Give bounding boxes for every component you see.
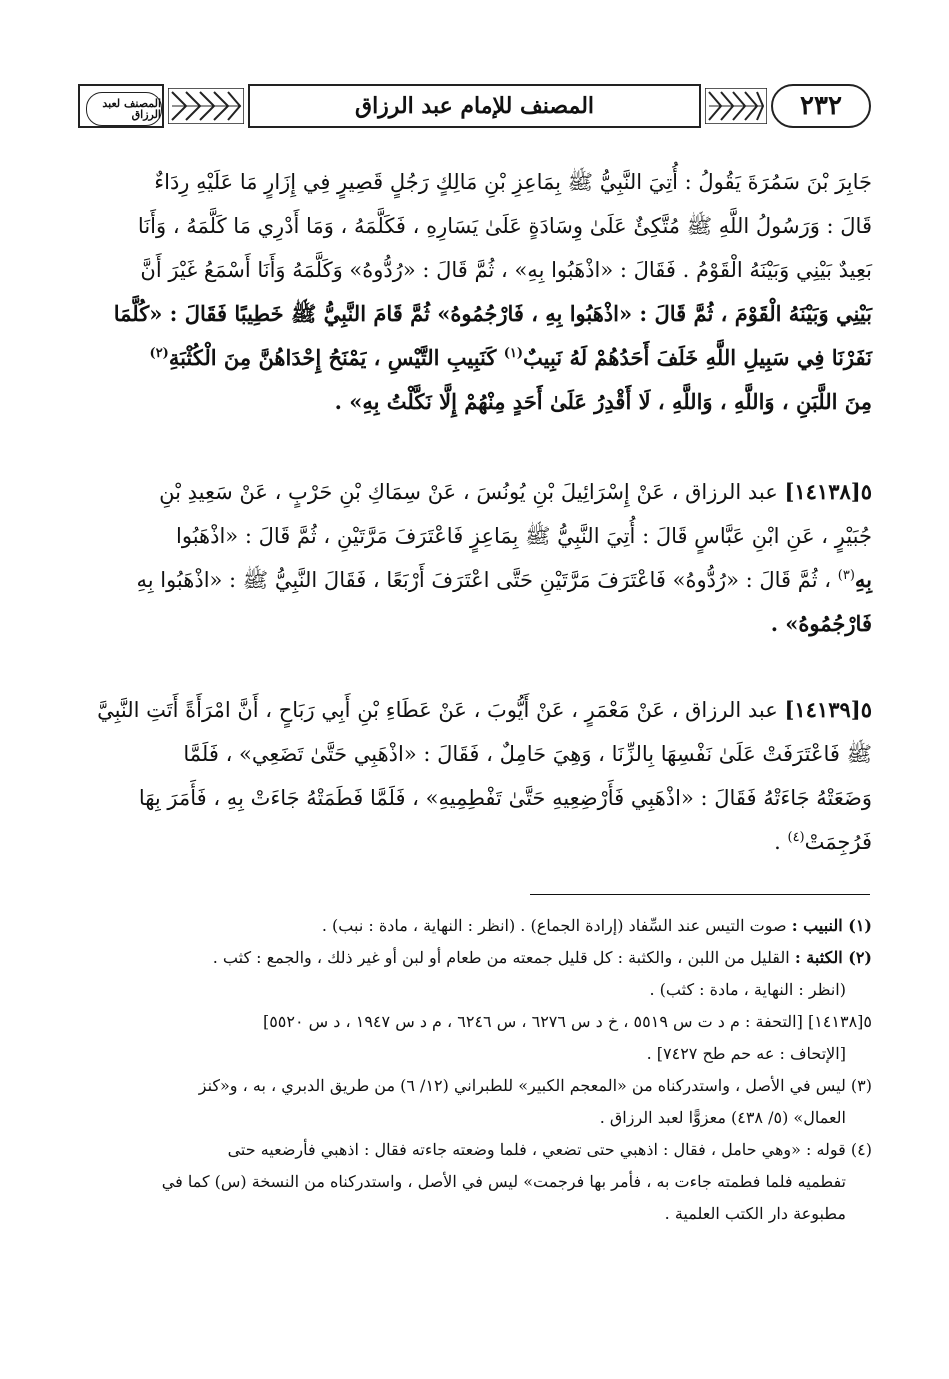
footnote-text: القليل من اللبن ، والكثبة : كل قليل جمعته من طعام أو لبن أو غير ذلك ، والجمع : كثب . bbox=[212, 948, 790, 967]
footnote-text: مطبوعة دار الكتب العلمية . bbox=[664, 1204, 846, 1223]
footnote-marker: (٢) bbox=[149, 346, 169, 361]
text-line: ﷺ فَاعْتَرَفَتْ عَلَىٰ نَفْسِهَا بِالزِّنَا ، وَهِيَ حَامِلٌ ، فَقَالَ : «اذْهَبِي حَتَّىٰ تَضَعِي» ، فَلَمَّا bbox=[183, 742, 872, 766]
footnote-marker: (١) bbox=[503, 346, 523, 361]
hadith-number: ٥[١٤١٣٩] bbox=[784, 697, 872, 722]
text-line: مِنَ اللَّبَنِ ، وَاللَّهِ ، وَاللَّهِ ، لَا أَقْدِرُ عَلَىٰ أَحَدٍ مِنْهُمْ إِلَّا نَكَّلْتُ بِهِ» . bbox=[334, 389, 872, 414]
hadith-number: ٥[١٤١٣٨] bbox=[784, 479, 872, 504]
footnote-2 bbox=[80, 942, 872, 974]
footnote-separator bbox=[530, 894, 870, 895]
footnote-4: (٣) ليس في الأصل ، واستدركناه من «المعجم الكبير» للطبراني (١٢/ ٦) من طريق الدبري ، به ، و«كنز bbox=[198, 1076, 872, 1095]
text-line: فَارْجُمُوهُ» . bbox=[770, 611, 872, 636]
text-line: فَرُجِمَتْ$^{(٤)}$ . bbox=[774, 830, 872, 854]
footnote-marker: (٣) bbox=[837, 568, 855, 583]
hadith-14139 bbox=[80, 688, 872, 864]
page-header bbox=[78, 84, 871, 130]
text-segment: بِهِ bbox=[854, 567, 872, 592]
footnote-text: العمال» (٥/ ٤٣٨) معزوًّا لعبد الرزاق . bbox=[599, 1108, 846, 1127]
hadith-14138 bbox=[80, 470, 872, 646]
text-segment: فَرُجِمَتْ bbox=[804, 830, 872, 854]
text-line bbox=[80, 470, 872, 514]
book-seal-logo: المصنف لعبد الرزاق bbox=[86, 92, 162, 126]
footnote-text: [التحفة : م د ت س ٥٥١٩ ، خ د س ٦٢٧٦ ، س ٦٢٤٦ ، م د س ١٩٤٧ ، د س ٥٥٢٠] bbox=[262, 1012, 803, 1031]
text-segment: ، ثُمَّ قَالَ : «رُدُّوهُ» فَاعْتَرَفَ مَرَّتَيْنِ حَتَّى اعْتَرَفَ أَرْبَعًا ، فَقَالَ النَّبِيُّ ﷺ : «اذْهَبُوا بِهِ bbox=[136, 568, 832, 592]
footnote-text: صوت التيس عند السِّفاد (إرادة الجماع) . (انظر : النهاية ، مادة : نبب) . bbox=[321, 916, 787, 935]
footnotes bbox=[80, 910, 872, 1230]
header-ornament-left bbox=[168, 88, 244, 124]
text-line: بَيْنِي وَبَيْنَهُ الْقَوْمَ ، ثُمَّ قَالَ : «اذْهَبُوا بِهِ ، فَارْجُمُوهُ» ثُمَّ قَامَ النَّبِيُّ ﷺ خَطِيبًا فَقَالَ : «كُلَّمَا bbox=[113, 301, 872, 326]
footnote-label: ٥[١٤١٣٨] bbox=[807, 1012, 872, 1031]
text-line: جَابِرَ بْنَ سَمُرَةَ يَقُولُ : أُتِيَ النَّبِيُّ ﷺ بِمَاعِزِ بْنِ مَالِكٍ رَجُلٍ قَصِيرٍ فِي إِزَارٍ مَا عَلَيْهِ رِدَاءٌ bbox=[154, 170, 872, 194]
text-line: قَالَ : وَرَسُولُ اللَّهِ ﷺ مُتَّكِئٌ عَلَىٰ وِسَادَةٍ عَلَىٰ يَسَارِهِ ، فَكَلَّمَهُ ، وَمَا أَدْرِي مَا كَلَّمَهُ ، وَأَنَا bbox=[137, 214, 872, 238]
text-line bbox=[80, 336, 872, 380]
text-line: جُبَيْرٍ ، عَنِ ابْنِ عَبَّاسٍ قَالَ : أُتِيَ النَّبِيُّ ﷺ بِمَاعِزٍ فَاعْتَرَفَ مَرَّتَيْنِ ، ثُمَّ قَالَ : «اذْهَبُوا bbox=[176, 524, 872, 548]
footnote-text: تفطميه فلما فطمته جاءت به ، فأمر بها فرجمت» ليس في الأصل ، واستدركناه من النسخة (س) كما في bbox=[161, 1172, 846, 1191]
footnote-5: (٤) قوله : «وهي حامل ، فقال : اذهبي حتى تضعي ، فلما وضعته جاءته فقال : اذهبي فأرضعيه حتى bbox=[227, 1140, 872, 1159]
footnote-3 bbox=[80, 1006, 872, 1038]
text-line bbox=[80, 688, 872, 732]
header-seal-frame bbox=[78, 84, 164, 128]
hadith-continuation bbox=[80, 160, 872, 424]
footnote-1 bbox=[80, 910, 872, 942]
text-segment: كَنَبِيبِ التَّيْسِ ، يَمْنَحُ إِحْدَاهُنَّ مِنَ الْكُثْبَةِ bbox=[168, 345, 497, 370]
text-line: بَعِيدٌ بَيْنِي وَبَيْنَهُ الْقَوْمُ . فَقَالَ : «اذْهَبُوا بِهِ» ، ثُمَّ قَالَ : «رُدُّوهُ» وَكَلَّمَهُ وَأَنَا أَسْمَعُ غَيْرَ أَنَّ bbox=[140, 258, 872, 282]
footnote-text: [الإتحاف : عه حم طح ٧٤٢٧] . bbox=[646, 1044, 846, 1063]
header-ornament-right bbox=[705, 88, 767, 124]
footnote-text: (انظر : النهاية ، مادة : كثب) . bbox=[649, 980, 846, 999]
footnote-marker: (٤) bbox=[787, 830, 805, 845]
text-segment: عبد الرزاق ، عَنْ مَعْمَرٍ ، عَنْ أَيُّوبَ ، عَنْ عَطَاءِ بْنِ أَبِي رَبَاحٍ ، أَنَّ امْرَأَةً أَتَتِ النَّبِيَّ bbox=[97, 698, 778, 722]
text-line bbox=[80, 558, 872, 602]
text-segment: نَفَرْنَا فِي سَبِيلِ اللَّهِ خَلَفَ أَحَدُهُمْ لَهُ نَبِيبٌ bbox=[523, 345, 872, 370]
header-title: المصنف للإمام عبد الرزاق bbox=[248, 84, 701, 128]
text-segment: عبد الرزاق ، عَنْ إِسْرَائِيلَ بْنِ يُونُسَ ، عَنْ سِمَاكِ بْنِ حَرْبٍ ، عَنْ سَعِيدِ بْنِ bbox=[159, 480, 778, 504]
page-number: ٢٣٢ bbox=[800, 91, 842, 121]
text-line: وَضَعَتْهُ جَاءَتْهُ فَقَالَ : «اذْهَبِي فَأَرْضِعِيهِ حَتَّىٰ تَفْطِمِيهِ» ، فَلَمَّا فَطَمَتْهُ جَاءَتْ بِهِ ، فَأَمَرَ بِهَا bbox=[138, 786, 872, 810]
footnote-label: (١) النبيب : bbox=[791, 916, 872, 935]
footnote-label: (٢) الكثبة : bbox=[794, 948, 872, 967]
